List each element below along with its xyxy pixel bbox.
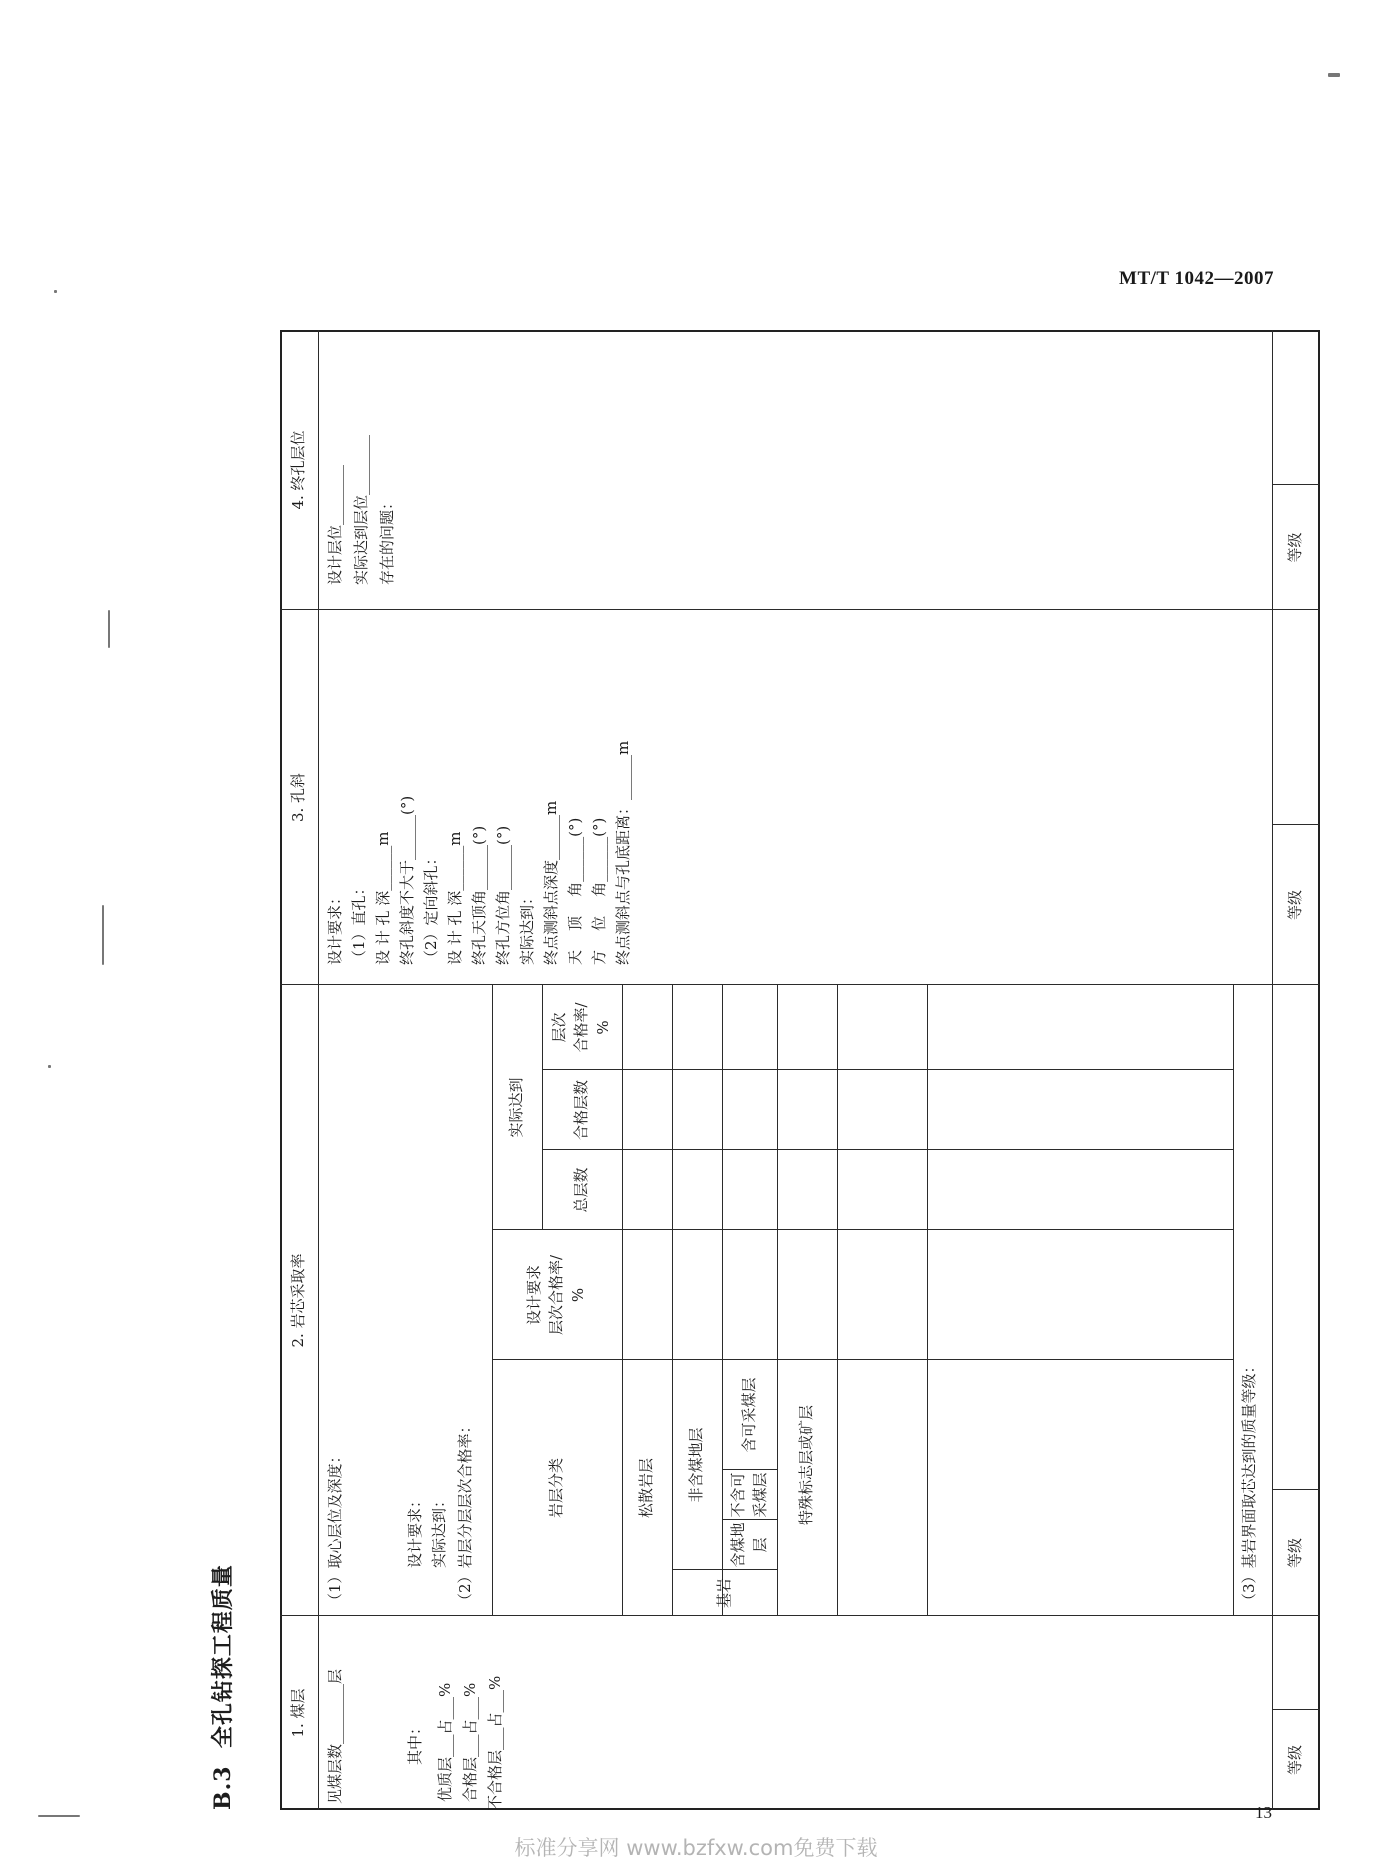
core-bedrock-grade: （3）基岩界面取芯达到的质量等级： xyxy=(1240,1358,1258,1608)
grade-label-coal: 等级 xyxy=(1286,1745,1305,1776)
scan-speck xyxy=(108,610,110,648)
row-marker-layer: 特殊标志层或矿层 xyxy=(797,1405,816,1526)
subtable-bottom xyxy=(1233,985,1234,1616)
standard-number: MT/T 1042—2007 xyxy=(1119,268,1274,289)
col-header-core: 2. 岩芯采取率 xyxy=(289,1253,308,1348)
total-layers-header: 总层数 xyxy=(572,1167,591,1213)
header-divider xyxy=(318,330,319,1810)
col-divider-2 xyxy=(280,984,1320,985)
incl-end-zenith: 天 顶 角______(°) xyxy=(566,817,584,965)
row-line-5 xyxy=(927,985,928,1616)
col-header-inclination: 3. 孔斜 xyxy=(289,772,308,823)
incl-end-depth: 终点测斜点深度______m xyxy=(542,800,560,965)
scan-speck xyxy=(38,1815,80,1817)
incl-azimuth: 终孔方位角______(°) xyxy=(494,825,512,965)
col-divider-1 xyxy=(280,1615,1320,1616)
final-design-horizon: 设计层位________ xyxy=(326,464,344,585)
layer-rate-header: 层次 合格率/ % xyxy=(550,1002,612,1053)
col-divider-3 xyxy=(280,609,1320,610)
col-header-coal: 1. 煤层 xyxy=(289,1688,308,1738)
page-number: 13 xyxy=(1255,1803,1272,1822)
grade-label-inclination: 等级 xyxy=(1286,890,1305,921)
coal-unqualified: 不合格层___占___% xyxy=(486,1675,504,1810)
incl-directional: （2）定向斜孔： xyxy=(422,850,440,965)
final-actual-horizon: 实际达到层位________ xyxy=(352,434,370,585)
row-mineable: 含可采煤层 xyxy=(739,1377,758,1453)
coal-seam-count: 见煤层数________层 xyxy=(326,1668,344,1804)
scan-speck xyxy=(102,905,104,965)
incl-end-azimuth: 方 位 角______(°) xyxy=(590,817,608,965)
row-line-4 xyxy=(837,985,838,1616)
row-coal-bearing: 含煤地层 xyxy=(728,1522,769,1568)
grade-label-core: 等级 xyxy=(1286,1538,1305,1569)
core-actual: 实际达到： xyxy=(430,1492,448,1568)
final-problems: 存在的问题： xyxy=(378,494,396,585)
incl-directional-depth: 设 计 孔 深______m xyxy=(446,831,464,965)
incl-vertical-depth: 设 计 孔 深______m xyxy=(374,831,392,965)
form-frame xyxy=(280,330,1320,1810)
core-rate-label: （2）岩层分层层次合格率： xyxy=(456,1418,474,1608)
incl-actual: 实际达到： xyxy=(518,889,536,965)
coal-qualified: 合格层___占___% xyxy=(461,1682,479,1802)
scan-speck xyxy=(48,1065,51,1068)
watermark: 标准分享网 www.bzfxw.com免费下载 xyxy=(514,1836,878,1860)
incl-vertical: （1）直孔： xyxy=(350,880,368,965)
scan-speck xyxy=(1328,73,1340,77)
grade-label-final: 等级 xyxy=(1286,532,1305,563)
subtable-vline-3 xyxy=(542,1149,1233,1150)
rock-class-header: 岩层分类 xyxy=(547,1458,566,1519)
subtable-vline-4 xyxy=(542,1069,1233,1070)
actual-header: 实际达到 xyxy=(507,1077,526,1138)
row-loose-rock: 松散岩层 xyxy=(637,1458,656,1519)
row-bedrock: 基岩 xyxy=(714,1578,733,1609)
scan-speck xyxy=(54,290,57,293)
incl-end-distance: 终点测斜点与孔底距离：______m xyxy=(614,740,632,965)
design-rate-header: 设计要求 层次合格率/ % xyxy=(525,1254,587,1336)
incl-zenith: 终孔天顶角______(°) xyxy=(470,825,488,965)
row-non-mineable: 不含可采煤层 xyxy=(728,1472,769,1518)
coal-of-which: 其中： xyxy=(406,1719,424,1765)
incl-design-req: 设计要求： xyxy=(326,889,344,965)
rotated-form xyxy=(210,330,1320,1810)
coal-premium: 优质层___占___% xyxy=(436,1682,454,1802)
section-title: B.3 全孔钻探工程质量 xyxy=(210,1564,236,1810)
row-non-coal-strata: 非含煤地层 xyxy=(687,1427,706,1503)
core-depth-label: （1）取心层位及深度： xyxy=(326,1448,344,1608)
qualified-layers-header: 合格层数 xyxy=(572,1080,591,1141)
incl-max-slope: 终孔斜度不大于______(°) xyxy=(398,795,416,965)
core-design-req: 设计要求： xyxy=(406,1492,424,1568)
col-header-final-horizon: 4. 终孔层位 xyxy=(289,430,308,510)
